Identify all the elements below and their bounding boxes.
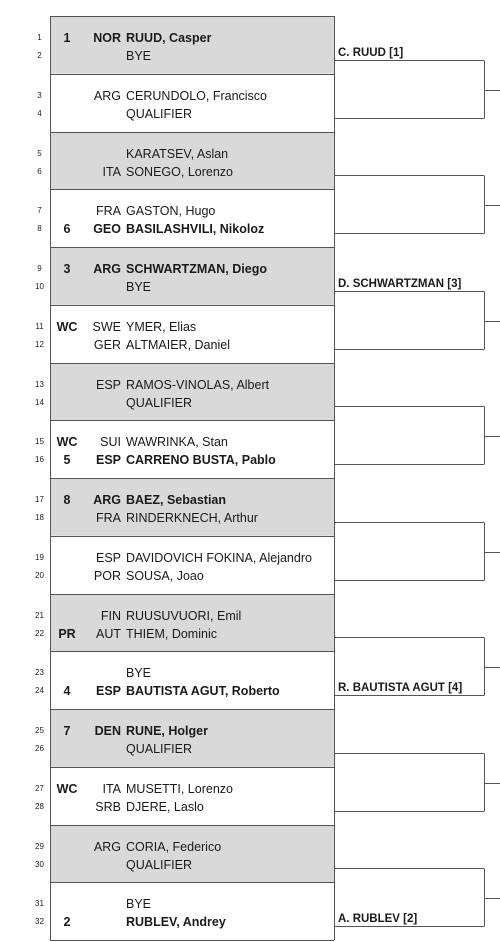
player-row — [0, 740, 334, 758]
nationality-code: SRB — [95, 799, 121, 814]
nationality-code: NOR — [93, 31, 121, 45]
match-block — [0, 420, 500, 478]
player-row — [0, 798, 334, 816]
draw-position-number: 23 — [35, 668, 44, 678]
seed-or-entry-tag: PR — [58, 626, 76, 641]
player-row — [0, 625, 334, 643]
player-row — [0, 491, 334, 509]
draw-position-number: 17 — [35, 495, 44, 504]
player-name: RUNE, Holger — [126, 724, 208, 738]
player-row — [0, 47, 334, 65]
player-row — [0, 913, 334, 931]
player-row — [0, 549, 334, 567]
match-block — [0, 305, 500, 363]
player-name: BYE — [126, 897, 152, 912]
nationality-code: SWE — [92, 319, 121, 334]
player-name: THIEM, Dominic — [126, 626, 217, 641]
match-block — [0, 882, 500, 940]
match-block — [0, 132, 500, 190]
nationality-code: GER — [93, 337, 121, 352]
seed-or-entry-tag: WC — [56, 781, 78, 796]
nationality-code: DEN — [94, 724, 121, 738]
player-row — [0, 509, 334, 527]
nationality-code: GEO — [93, 222, 121, 237]
draw-position-number: 7 — [37, 206, 42, 216]
round-winner: A. RUBLEV [2] — [338, 913, 418, 925]
player-row — [0, 567, 334, 585]
seed-or-entry-tag: 6 — [63, 222, 71, 237]
player-row — [0, 433, 334, 451]
draw-position-number: 5 — [37, 148, 42, 158]
player-name: BYE — [126, 280, 152, 294]
player-name: BASILASHVILI, Nikoloz — [126, 222, 265, 237]
seed-or-entry-tag: 5 — [63, 453, 71, 468]
player-name: QUALIFIER — [126, 106, 192, 121]
player-name: GASTON, Hugo — [126, 204, 216, 219]
player-name: DJERE, Laslo — [126, 799, 204, 814]
player-row — [0, 780, 334, 798]
match-block — [0, 189, 500, 247]
draw-position-number: 29 — [35, 841, 44, 851]
player-name: ALTMAIER, Daniel — [126, 337, 230, 352]
draw-position-number: 18 — [35, 513, 44, 522]
draw-position-number: 28 — [35, 801, 44, 811]
seed-or-entry-tag: 8 — [63, 493, 71, 507]
player-row — [0, 318, 334, 336]
player-row — [0, 682, 334, 700]
draw-position-number: 27 — [35, 783, 44, 793]
draw-position-number: 22 — [35, 628, 44, 638]
player-row — [0, 202, 334, 220]
nationality-code: ARG — [93, 493, 121, 507]
draw-position-number: 20 — [35, 570, 44, 580]
match-block — [0, 536, 500, 594]
player-name: YMER, Elias — [126, 319, 197, 334]
seed-or-entry-tag: 1 — [63, 31, 71, 45]
draw-position-number: 1 — [37, 33, 42, 42]
round-winner: C. RUUD [1] — [338, 46, 404, 59]
draw-position-number: 9 — [37, 264, 42, 273]
nationality-code: ESP — [95, 550, 121, 565]
player-name: CORIA, Federico — [126, 839, 222, 854]
match-block — [0, 478, 500, 536]
player-row — [0, 278, 334, 296]
player-name: QUALIFIER — [126, 857, 192, 872]
nationality-code: FRA — [96, 204, 121, 219]
seed-or-entry-tag: WC — [56, 435, 78, 450]
draw-position-number: 32 — [35, 917, 44, 927]
draw-position-number: 11 — [35, 321, 44, 331]
player-name: BAUTISTA AGUT, Roberto — [126, 684, 280, 699]
player-name: SOUSA, Joao — [126, 568, 204, 583]
draw-position-number: 4 — [37, 108, 42, 118]
draw-position-number: 30 — [35, 859, 44, 869]
player-row — [0, 163, 334, 181]
player-row — [0, 376, 334, 394]
draw-position-number: 10 — [35, 282, 44, 291]
draw-position-number: 16 — [35, 455, 44, 465]
player-row — [0, 895, 334, 913]
match-block — [0, 767, 500, 825]
draw-position-number: 21 — [35, 610, 44, 620]
player-row — [0, 838, 334, 856]
match-block — [0, 709, 500, 767]
match-block — [0, 74, 500, 132]
seed-or-entry-tag: 2 — [63, 915, 71, 930]
player-row — [0, 145, 334, 163]
player-name: BYE — [126, 49, 152, 63]
player-row — [0, 29, 334, 47]
draw-position-number: 26 — [35, 744, 44, 753]
player-name: CARRENO BUSTA, Pablo — [126, 453, 276, 468]
draw-position-number: 15 — [35, 437, 44, 447]
nationality-code: ESP — [95, 453, 121, 468]
player-row — [0, 607, 334, 625]
player-row — [0, 336, 334, 354]
draw-position-number: 24 — [35, 686, 44, 696]
nationality-code: SUI — [100, 435, 121, 450]
player-name: RUBLEV, Andrey — [126, 915, 226, 930]
nationality-code: ITA — [102, 164, 121, 179]
draw-position-number: 12 — [35, 339, 44, 349]
nationality-code: ARG — [93, 262, 121, 276]
player-row — [0, 105, 334, 123]
seed-or-entry-tag: 4 — [63, 684, 71, 699]
player-row — [0, 722, 334, 740]
nationality-code: POR — [93, 568, 121, 583]
nationality-code: FIN — [100, 608, 121, 623]
match-block — [0, 594, 500, 652]
player-name: SCHWARTZMAN, Diego — [126, 262, 267, 276]
player-row — [0, 394, 334, 412]
player-row — [0, 451, 334, 469]
draw-position-number: 3 — [37, 90, 42, 100]
player-row — [0, 87, 334, 105]
seed-or-entry-tag: WC — [56, 319, 78, 334]
seed-or-entry-tag: 3 — [63, 262, 71, 276]
match-block — [0, 16, 500, 74]
round-winner: R. BAUTISTA AGUT [4] — [338, 682, 463, 694]
player-name: RUUSUVUORI, Emil — [126, 608, 242, 623]
player-row — [0, 856, 334, 874]
player-name: WAWRINKA, Stan — [126, 435, 228, 450]
player-row — [0, 260, 334, 278]
match-block — [0, 363, 500, 421]
player-name: MUSETTI, Lorenzo — [126, 781, 233, 796]
draw-position-number: 31 — [35, 899, 44, 909]
draw-position-number: 8 — [37, 224, 42, 234]
draw-position-number: 13 — [35, 379, 44, 389]
nationality-code: ARG — [93, 88, 121, 103]
nationality-code: AUT — [96, 626, 121, 641]
player-row — [0, 220, 334, 238]
nationality-code: FRA — [96, 511, 121, 525]
round-winner: D. SCHWARTZMAN [3] — [338, 277, 462, 290]
draw-position-number: 19 — [35, 552, 44, 562]
player-name: QUALIFIER — [126, 742, 192, 756]
player-name: CERUNDOLO, Francisco — [126, 88, 267, 103]
nationality-code: ESP — [95, 377, 121, 392]
seed-or-entry-tag: 7 — [63, 724, 71, 738]
player-name: BYE — [126, 666, 152, 681]
player-name: DAVIDOVICH FOKINA, Alejandro — [126, 550, 312, 565]
draw-position-number: 2 — [37, 51, 42, 60]
player-name: QUALIFIER — [126, 395, 192, 410]
match-block — [0, 825, 500, 883]
player-name: SONEGO, Lorenzo — [126, 164, 233, 179]
player-name: RAMOS-VINOLAS, Albert — [126, 377, 270, 392]
draw-position-number: 6 — [37, 166, 42, 176]
player-name: BAEZ, Sebastian — [126, 493, 227, 507]
player-name: RUUD, Casper — [126, 31, 212, 45]
player-name: RINDERKNECH, Arthur — [126, 511, 258, 525]
nationality-code: ARG — [93, 839, 121, 854]
player-name: KARATSEV, Aslan — [126, 146, 229, 161]
nationality-code: ESP — [95, 684, 121, 699]
player-row — [0, 664, 334, 682]
draw-position-number: 14 — [35, 397, 44, 407]
draw-position-number: 25 — [35, 726, 44, 735]
nationality-code: ITA — [102, 781, 121, 796]
